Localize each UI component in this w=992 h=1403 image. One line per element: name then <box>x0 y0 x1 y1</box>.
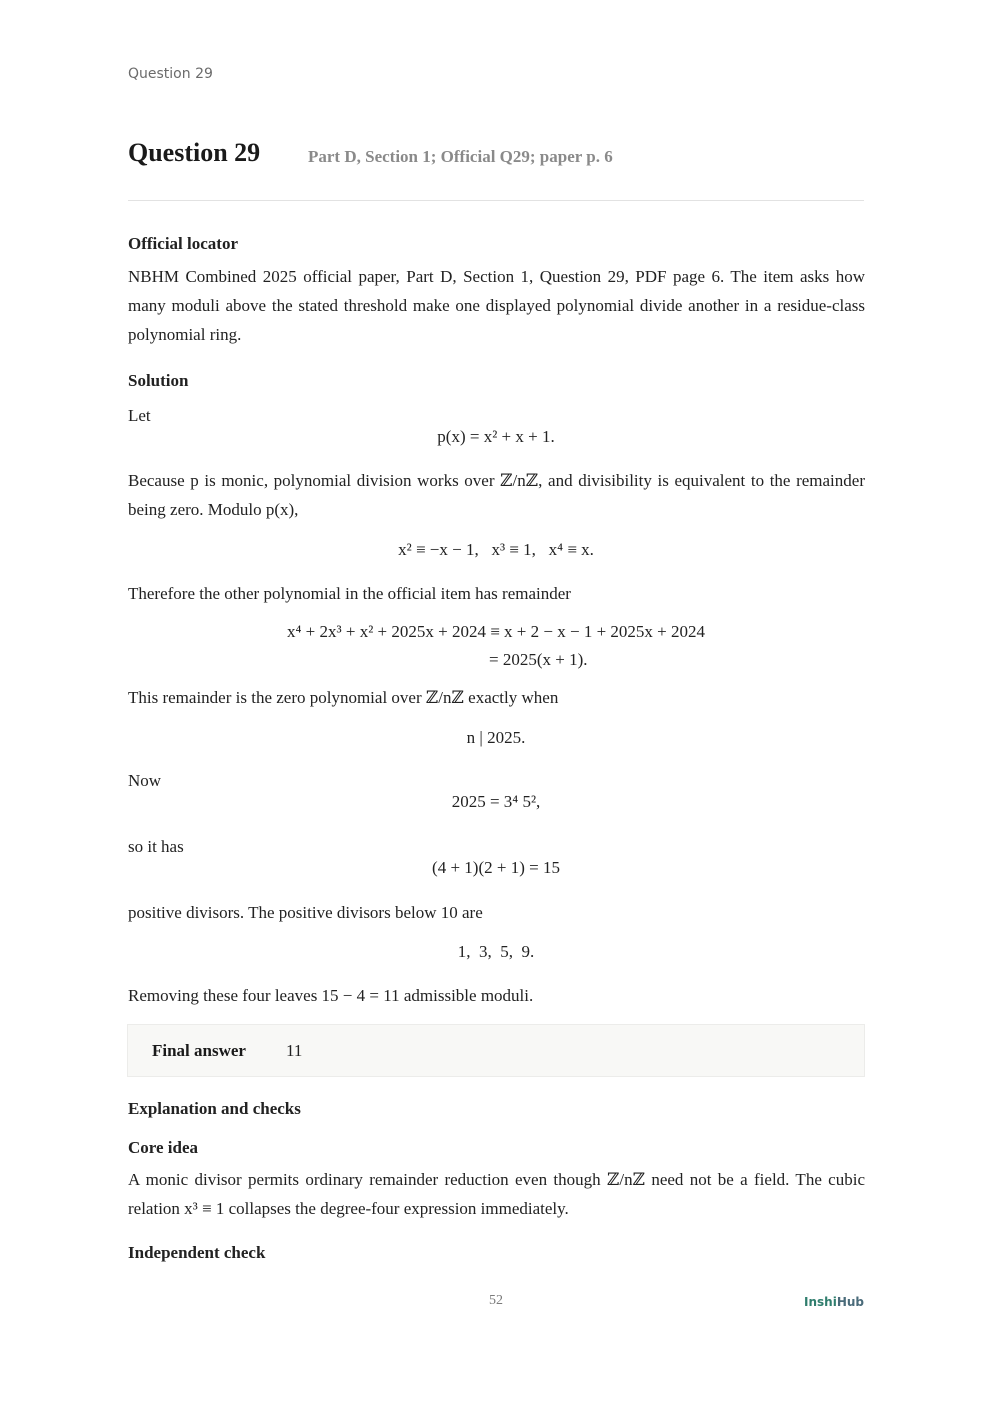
paragraph-monic: Because p is monic, polynomial division works over ℤ/nℤ, and divisibility is equivalent to the remainder being zero. Modulo p(x), <box>128 471 865 519</box>
equation-p-definition: p(x) = x² + x + 1. <box>437 427 555 446</box>
paragraph-removing: Removing these four leaves 15 − 4 = 11 admissible moduli. <box>128 986 534 1005</box>
equation-remainder-line1: x⁴ + 2x³ + x² + 2025x + 2024 ≡ x + 2 − x − 1 + 2025x + 2024 <box>287 622 705 641</box>
equation-divisor-count: (4 + 1)(2 + 1) = 15 <box>432 858 560 877</box>
paragraph-therefore: Therefore the other polynomial in the official item has remainder <box>128 584 571 603</box>
explanation-heading: Explanation and checks <box>128 1099 301 1118</box>
independent-check-heading: Independent check <box>128 1243 266 1262</box>
paragraph-now: Now <box>128 771 162 790</box>
final-answer-value: 11 <box>286 1041 303 1060</box>
brand-logo: InshiHub <box>804 1295 864 1309</box>
equation-divisibility: n | 2025. <box>466 728 526 747</box>
solution-let: Let <box>128 406 151 425</box>
page-number: 52 <box>489 1293 503 1308</box>
running-header: Question 29 <box>128 66 213 82</box>
paragraph-zero-polynomial: This remainder is the zero polynomial over ℤ/nℤ exactly when <box>128 688 559 707</box>
core-idea-text: A monic divisor permits ordinary remainder reduction even though ℤ/nℤ need not be a field. The cubic relation x³ ≡ 1 collapses the degree-four expression immediately. <box>128 1170 865 1218</box>
equation-factorization: 2025 = 3⁴ 5², <box>451 792 541 811</box>
solution-heading: Solution <box>128 371 189 390</box>
final-answer-label: Final answer <box>152 1041 246 1060</box>
paragraph-so-it-has: so it has <box>128 837 184 856</box>
equation-modular-relations: x² ≡ −x − 1, x³ ≡ 1, x⁴ ≡ x. <box>398 540 594 559</box>
page-title: Question 29 <box>128 138 261 167</box>
final-answer-box <box>127 1024 865 1077</box>
title-divider <box>128 200 864 201</box>
equation-small-divisors: 1, 3, 5, 9. <box>457 942 535 961</box>
paragraph-positive-divisors: positive divisors. The positive divisors below 10 are <box>128 903 483 922</box>
official-locator-text: NBHM Combined 2025 official paper, Part D, Section 1, Question 29, PDF page 6. The item asks how many moduli above the stated threshold make one displayed polynomial divide another in a residue-class polynomial ring. <box>128 267 865 344</box>
core-idea-heading: Core idea <box>128 1138 199 1157</box>
equation-remainder-line2: = 2025(x + 1). <box>489 650 588 669</box>
question-subtitle: Part D, Section 1; Official Q29; paper p. 6 <box>308 147 613 166</box>
official-locator-heading: Official locator <box>128 234 238 253</box>
